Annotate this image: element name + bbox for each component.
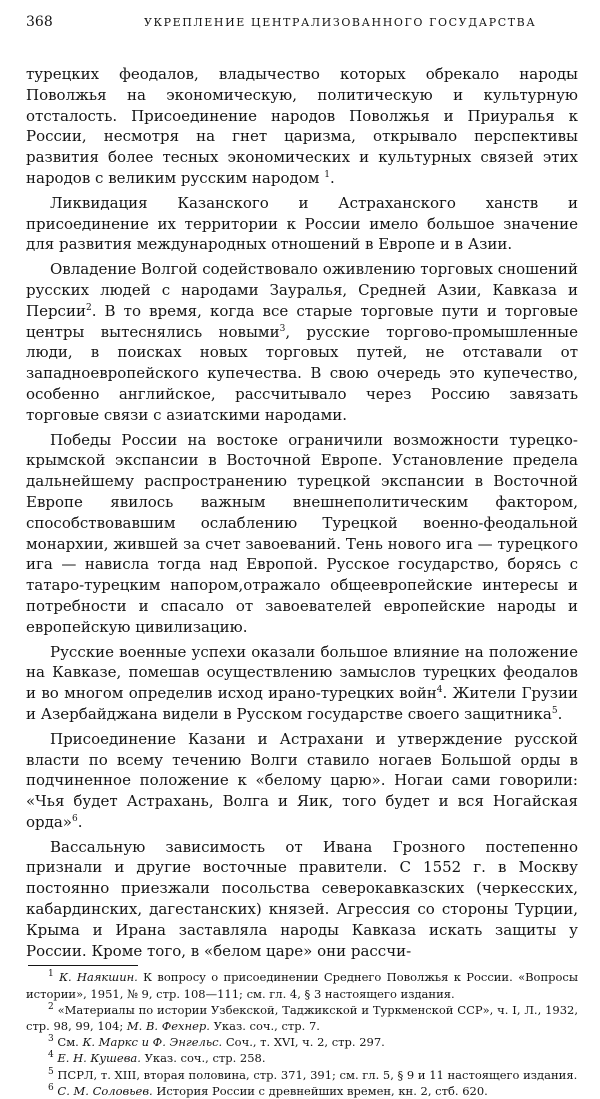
- footnote: $^5$ ПСРЛ, т. XIII, вторая половина, стр. 371, 391; см. гл. 5, § 9 и 11 настоящего издания.: [48, 1066, 578, 1082]
- footnote-divider: [28, 965, 138, 966]
- main-text: [26, 64, 578, 961]
- page-number: 368: [26, 14, 53, 30]
- footnote-ref: 2: [85, 302, 92, 313]
- footnote-ref: 4: [436, 685, 443, 696]
- footnote: $^2$ «Материалы по истории Узбекской, Таджикской и Туркменской ССР», ч. I, Л., 1932, стр. 98, 99, 104; М. В. Фехнер. Указ. соч., стр. 7.: [26, 1002, 579, 1034]
- paragraph: Русские военные успехи оказали большое влияние на положение на Кавказе, помешав осуществлению замыслов турецких феодалов и во многом определив исход ирано-турецких войн$^4$. Жители Грузии и Азербайджана видели в Русском государстве своего защитника$^5$.: [26, 642, 578, 723]
- page-header: [26, 14, 578, 36]
- footnote: $^6$ С. М. Соловьев. История России с древнейших времен, кн. 2, стб. 620.: [48, 1083, 488, 1098]
- footnote-ref: 6: [72, 813, 78, 824]
- paragraph: Победы России на востоке ограничили возможности турецко-крымской экспансии в Восточной Европе. Установление предела дальнейшему распространению турецкой экспансии в Восточной Европе явилось важным внешнеполитическим фактором, способствовавшим ослаблению Турецкой военно-феодальной монархии, жившей за счет завоеваний. Тень нового ига — турецкого ига — нависла тогда над Европой. Русское государство, борясь с татаро-турецким напором,отражало общеевропейские интересы и потребности и спасало от завоевателей европейские народы и европейскую цивилизацию.: [26, 430, 578, 636]
- footnote-ref: 5: [551, 705, 558, 716]
- paragraph: Вассальную зависимость от Ивана Грозного постепенно признали и другие восточные правители. С 1552 г. в Москву постоянно приезжали посольства северокавказских (черкесских, кабардинских, дагестанских) князей. Агрессия со стороны Турции, Крыма и Ирана заставляла народы Кавказа искать защиты у России. Кроме того, в «белом царе» они рассчи-: [26, 837, 578, 960]
- footnote-ref: 3: [279, 323, 286, 334]
- paragraph-continuation: турецких феодалов, владычество которых обрекало народы Поволжья на экономическую, политическую и культурную отсталость. Присоединение народов Поволжья и Приуралья к России, несмотря на гнет царизма, открывало перспективы развития более тесных экономических и культурных связей этих народов с великим русским народом $^1$.: [26, 65, 578, 187]
- paragraph: Присоединение Казани и Астрахани и утверждение русской власти по всему течению Волги ставило ногаев Большой орды в подчиненное положение к «белому царю». Ногаи сами говорили: «Чья будет Астрахань, Волга и Яик, того будет и вся Ногайская орда»$^6$.: [26, 729, 578, 831]
- footnotes: [26, 965, 578, 1099]
- footnote-ref: 1: [324, 169, 330, 180]
- footnote: $^3$ См. К. Маркс и Ф. Энгельс. Соч., т. XVI, ч. 2, стр. 297.: [48, 1034, 385, 1050]
- paragraph: Ликвидация Казанского и Астраханского ханств и присоединение их территории к России имело большое значение для развития международных отношений в Европе и в Азии.: [26, 193, 578, 254]
- footnote: $^1$ К. Наякшин. К вопросу о присоединении Среднего Поволжья к России. «Вопросы истории», 1951, № 9, стр. 108—111; см. гл. 4, § 3 настоящего издания.: [26, 969, 579, 1001]
- footnote: $^4$ Е. Н. Кушева. Указ. соч., стр. 258.: [48, 1050, 266, 1066]
- paragraph: Овладение Волгой содействовало оживлению торговых сношений русских людей с народами Зауралья, Средней Азии, Кавказа и Персии$^2$. В то время, когда все старые торговые пути и торговые центры вытеснялись новыми$^3$, русские торгово-промышленные люди, в поисках новых торговых путей, не отставали от западноевропейского купечества. В свою очередь это купечество, особенно английское, рассчитывало через Россию завязать торговые связи с азиатскими народами.: [26, 260, 578, 424]
- running-title: УКРЕПЛЕНИЕ ЦЕНТРАЛИЗОВАННОГО ГОСУДАРСТВА: [144, 16, 537, 29]
